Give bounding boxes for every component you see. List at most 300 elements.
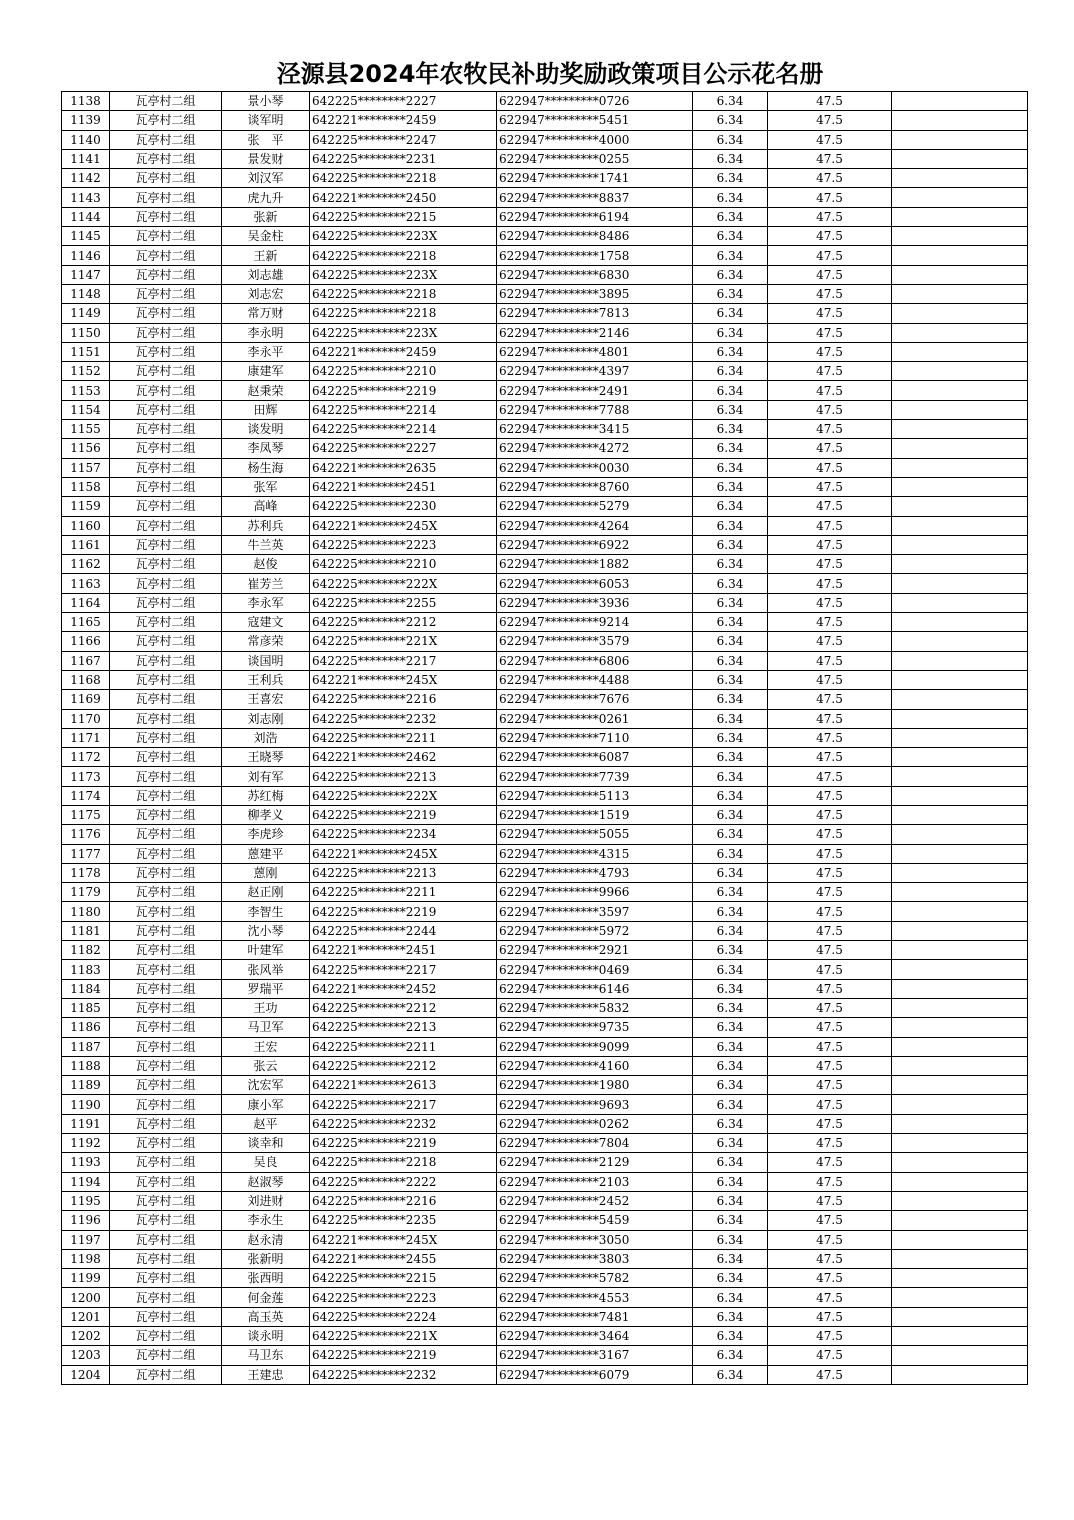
id-number-cell: 642225********221X — [310, 632, 497, 651]
table-row — [62, 1307, 1028, 1326]
person-name-cell: 赵秉荣 — [222, 381, 310, 400]
amount-cell: 47.5 — [768, 497, 892, 516]
area-cell: 6.34 — [693, 304, 768, 323]
area-cell: 6.34 — [693, 207, 768, 226]
serial-number-cell: 1158 — [62, 477, 110, 496]
serial-number-cell: 1175 — [62, 805, 110, 824]
village-group-cell: 瓦亭村二组 — [110, 342, 222, 361]
remark-cell — [892, 1288, 1028, 1307]
area-cell: 6.34 — [693, 979, 768, 998]
village-group-cell: 瓦亭村二组 — [110, 979, 222, 998]
amount-cell: 47.5 — [768, 92, 892, 111]
village-group-cell: 瓦亭村二组 — [110, 593, 222, 612]
remark-cell — [892, 149, 1028, 168]
amount-cell: 47.5 — [768, 1076, 892, 1095]
table-row — [62, 1288, 1028, 1307]
bank-account-cell: 622947*********1519 — [497, 805, 693, 824]
id-number-cell: 642225********2247 — [310, 130, 497, 149]
table-row — [62, 767, 1028, 786]
table-row — [62, 207, 1028, 226]
village-group-cell: 瓦亭村二组 — [110, 1365, 222, 1384]
bank-account-cell: 622947*********3579 — [497, 632, 693, 651]
bank-account-cell: 622947*********0262 — [497, 1114, 693, 1133]
bank-account-cell: 622947*********0030 — [497, 458, 693, 477]
id-number-cell: 642225********222X — [310, 786, 497, 805]
person-name-cell: 王喜宏 — [222, 690, 310, 709]
area-cell: 6.34 — [693, 1230, 768, 1249]
serial-number-cell: 1199 — [62, 1269, 110, 1288]
remark-cell — [892, 805, 1028, 824]
id-number-cell: 642225********2213 — [310, 767, 497, 786]
serial-number-cell: 1169 — [62, 690, 110, 709]
bank-account-cell: 622947*********7804 — [497, 1134, 693, 1153]
id-number-cell: 642225********2212 — [310, 1056, 497, 1075]
serial-number-cell: 1189 — [62, 1076, 110, 1095]
amount-cell: 47.5 — [768, 1191, 892, 1210]
area-cell: 6.34 — [693, 149, 768, 168]
village-group-cell: 瓦亭村二组 — [110, 1134, 222, 1153]
table-row — [62, 227, 1028, 246]
village-group-cell: 瓦亭村二组 — [110, 1153, 222, 1172]
amount-cell: 47.5 — [768, 709, 892, 728]
id-number-cell: 642221********2451 — [310, 477, 497, 496]
amount-cell: 47.5 — [768, 844, 892, 863]
table-row — [62, 497, 1028, 516]
area-cell: 6.34 — [693, 767, 768, 786]
table-row — [62, 516, 1028, 535]
person-name-cell: 谈国明 — [222, 651, 310, 670]
serial-number-cell: 1178 — [62, 863, 110, 882]
table-row — [62, 863, 1028, 882]
person-name-cell: 李永平 — [222, 342, 310, 361]
serial-number-cell: 1183 — [62, 960, 110, 979]
serial-number-cell: 1166 — [62, 632, 110, 651]
remark-cell — [892, 130, 1028, 149]
village-group-cell: 瓦亭村二组 — [110, 902, 222, 921]
id-number-cell: 642221********245X — [310, 1230, 497, 1249]
amount-cell: 47.5 — [768, 362, 892, 381]
amount-cell: 47.5 — [768, 998, 892, 1017]
serial-number-cell: 1195 — [62, 1191, 110, 1210]
bank-account-cell: 622947*********9214 — [497, 613, 693, 632]
area-cell: 6.34 — [693, 1191, 768, 1210]
table-row — [62, 1095, 1028, 1114]
person-name-cell: 刘进财 — [222, 1191, 310, 1210]
table-row — [62, 728, 1028, 747]
area-cell: 6.34 — [693, 1076, 768, 1095]
roster-table — [61, 91, 1028, 1385]
id-number-cell: 642221********245X — [310, 516, 497, 535]
person-name-cell: 谈永明 — [222, 1327, 310, 1346]
person-name-cell: 虎九升 — [222, 188, 310, 207]
village-group-cell: 瓦亭村二组 — [110, 786, 222, 805]
bank-account-cell: 622947*********6806 — [497, 651, 693, 670]
table-row — [62, 1114, 1028, 1133]
area-cell: 6.34 — [693, 246, 768, 265]
bank-account-cell: 622947*********3415 — [497, 420, 693, 439]
person-name-cell: 沈小琴 — [222, 921, 310, 940]
village-group-cell: 瓦亭村二组 — [110, 111, 222, 130]
table-row — [62, 420, 1028, 439]
amount-cell: 47.5 — [768, 1346, 892, 1365]
person-name-cell: 李凤琴 — [222, 439, 310, 458]
amount-cell: 47.5 — [768, 1056, 892, 1075]
village-group-cell: 瓦亭村二组 — [110, 825, 222, 844]
serial-number-cell: 1193 — [62, 1153, 110, 1172]
remark-cell — [892, 998, 1028, 1017]
village-group-cell: 瓦亭村二组 — [110, 844, 222, 863]
remark-cell — [892, 1018, 1028, 1037]
serial-number-cell: 1196 — [62, 1211, 110, 1230]
amount-cell: 47.5 — [768, 265, 892, 284]
area-cell: 6.34 — [693, 516, 768, 535]
person-name-cell: 王新 — [222, 246, 310, 265]
village-group-cell: 瓦亭村二组 — [110, 1288, 222, 1307]
amount-cell: 47.5 — [768, 342, 892, 361]
table-row — [62, 284, 1028, 303]
serial-number-cell: 1138 — [62, 92, 110, 111]
amount-cell: 47.5 — [768, 1095, 892, 1114]
id-number-cell: 642225********2217 — [310, 1095, 497, 1114]
village-group-cell: 瓦亭村二组 — [110, 805, 222, 824]
id-number-cell: 642225********223X — [310, 227, 497, 246]
serial-number-cell: 1156 — [62, 439, 110, 458]
area-cell: 6.34 — [693, 1346, 768, 1365]
area-cell: 6.34 — [693, 265, 768, 284]
village-group-cell: 瓦亭村二组 — [110, 728, 222, 747]
serial-number-cell: 1188 — [62, 1056, 110, 1075]
village-group-cell: 瓦亭村二组 — [110, 670, 222, 689]
id-number-cell: 642225********2218 — [310, 284, 497, 303]
serial-number-cell: 1185 — [62, 998, 110, 1017]
remark-cell — [892, 1056, 1028, 1075]
serial-number-cell: 1167 — [62, 651, 110, 670]
remark-cell — [892, 651, 1028, 670]
table-row — [62, 902, 1028, 921]
area-cell: 6.34 — [693, 632, 768, 651]
id-number-cell: 642221********2450 — [310, 188, 497, 207]
person-name-cell: 吴良 — [222, 1153, 310, 1172]
village-group-cell: 瓦亭村二组 — [110, 130, 222, 149]
bank-account-cell: 622947*********1882 — [497, 555, 693, 574]
area-cell: 6.34 — [693, 883, 768, 902]
remark-cell — [892, 748, 1028, 767]
remark-cell — [892, 1249, 1028, 1268]
area-cell: 6.34 — [693, 748, 768, 767]
remark-cell — [892, 632, 1028, 651]
id-number-cell: 642225********2216 — [310, 690, 497, 709]
remark-cell — [892, 477, 1028, 496]
person-name-cell: 高玉英 — [222, 1307, 310, 1326]
village-group-cell: 瓦亭村二组 — [110, 1230, 222, 1249]
remark-cell — [892, 381, 1028, 400]
table-row — [62, 1037, 1028, 1056]
person-name-cell: 王建忠 — [222, 1365, 310, 1384]
village-group-cell: 瓦亭村二组 — [110, 207, 222, 226]
remark-cell — [892, 728, 1028, 747]
table-row — [62, 246, 1028, 265]
bank-account-cell: 622947*********4553 — [497, 1288, 693, 1307]
remark-cell — [892, 1365, 1028, 1384]
table-row — [62, 111, 1028, 130]
bank-account-cell: 622947*********4315 — [497, 844, 693, 863]
person-name-cell: 刘汉军 — [222, 169, 310, 188]
serial-number-cell: 1177 — [62, 844, 110, 863]
area-cell: 6.34 — [693, 1134, 768, 1153]
bank-account-cell: 622947*********8760 — [497, 477, 693, 496]
table-row — [62, 1346, 1028, 1365]
remark-cell — [892, 111, 1028, 130]
person-name-cell: 谈幸和 — [222, 1134, 310, 1153]
id-number-cell: 642221********2635 — [310, 458, 497, 477]
bank-account-cell: 622947*********5279 — [497, 497, 693, 516]
table-row — [62, 555, 1028, 574]
village-group-cell: 瓦亭村二组 — [110, 1191, 222, 1210]
amount-cell: 47.5 — [768, 613, 892, 632]
serial-number-cell: 1165 — [62, 613, 110, 632]
area-cell: 6.34 — [693, 362, 768, 381]
id-number-cell: 642225********2215 — [310, 1269, 497, 1288]
village-group-cell: 瓦亭村二组 — [110, 516, 222, 535]
serial-number-cell: 1146 — [62, 246, 110, 265]
bank-account-cell: 622947*********0261 — [497, 709, 693, 728]
person-name-cell: 刘志宏 — [222, 284, 310, 303]
area-cell: 6.34 — [693, 574, 768, 593]
village-group-cell: 瓦亭村二组 — [110, 381, 222, 400]
table-row — [62, 690, 1028, 709]
remark-cell — [892, 400, 1028, 419]
amount-cell: 47.5 — [768, 786, 892, 805]
area-cell: 6.34 — [693, 1307, 768, 1326]
id-number-cell: 642225********2217 — [310, 651, 497, 670]
table-row — [62, 92, 1028, 111]
village-group-cell: 瓦亭村二组 — [110, 284, 222, 303]
area-cell: 6.34 — [693, 535, 768, 554]
amount-cell: 47.5 — [768, 111, 892, 130]
remark-cell — [892, 574, 1028, 593]
table-row — [62, 1249, 1028, 1268]
person-name-cell: 张西明 — [222, 1269, 310, 1288]
serial-number-cell: 1150 — [62, 323, 110, 342]
area-cell: 6.34 — [693, 342, 768, 361]
person-name-cell: 谈发明 — [222, 420, 310, 439]
bank-account-cell: 622947*********7481 — [497, 1307, 693, 1326]
bank-account-cell: 622947*********4000 — [497, 130, 693, 149]
table-row — [62, 921, 1028, 940]
area-cell: 6.34 — [693, 786, 768, 805]
area-cell: 6.34 — [693, 998, 768, 1017]
amount-cell: 47.5 — [768, 400, 892, 419]
person-name-cell: 柳孝义 — [222, 805, 310, 824]
bank-account-cell: 622947*********8486 — [497, 227, 693, 246]
id-number-cell: 642221********2455 — [310, 1249, 497, 1268]
remark-cell — [892, 902, 1028, 921]
serial-number-cell: 1202 — [62, 1327, 110, 1346]
serial-number-cell: 1153 — [62, 381, 110, 400]
area-cell: 6.34 — [693, 458, 768, 477]
serial-number-cell: 1180 — [62, 902, 110, 921]
id-number-cell: 642225********2234 — [310, 825, 497, 844]
area-cell: 6.34 — [693, 1018, 768, 1037]
table-row — [62, 458, 1028, 477]
person-name-cell: 吴金柱 — [222, 227, 310, 246]
village-group-cell: 瓦亭村二组 — [110, 92, 222, 111]
person-name-cell: 王利兵 — [222, 670, 310, 689]
person-name-cell: 刘志刚 — [222, 709, 310, 728]
area-cell: 6.34 — [693, 284, 768, 303]
remark-cell — [892, 1346, 1028, 1365]
remark-cell — [892, 420, 1028, 439]
amount-cell: 47.5 — [768, 555, 892, 574]
person-name-cell: 王宏 — [222, 1037, 310, 1056]
serial-number-cell: 1204 — [62, 1365, 110, 1384]
bank-account-cell: 622947*********5055 — [497, 825, 693, 844]
serial-number-cell: 1161 — [62, 535, 110, 554]
amount-cell: 47.5 — [768, 1153, 892, 1172]
person-name-cell: 蒽刚 — [222, 863, 310, 882]
person-name-cell: 张 平 — [222, 130, 310, 149]
bank-account-cell: 622947*********4488 — [497, 670, 693, 689]
table-row — [62, 323, 1028, 342]
remark-cell — [892, 960, 1028, 979]
area-cell: 6.34 — [693, 477, 768, 496]
amount-cell: 47.5 — [768, 902, 892, 921]
remark-cell — [892, 304, 1028, 323]
person-name-cell: 康建军 — [222, 362, 310, 381]
amount-cell: 47.5 — [768, 1327, 892, 1346]
village-group-cell: 瓦亭村二组 — [110, 362, 222, 381]
village-group-cell: 瓦亭村二组 — [110, 1114, 222, 1133]
serial-number-cell: 1142 — [62, 169, 110, 188]
id-number-cell: 642225********2217 — [310, 960, 497, 979]
amount-cell: 47.5 — [768, 516, 892, 535]
serial-number-cell: 1159 — [62, 497, 110, 516]
village-group-cell: 瓦亭村二组 — [110, 613, 222, 632]
serial-number-cell: 1179 — [62, 883, 110, 902]
person-name-cell: 马卫东 — [222, 1346, 310, 1365]
bank-account-cell: 622947*********3597 — [497, 902, 693, 921]
person-name-cell: 赵平 — [222, 1114, 310, 1133]
bank-account-cell: 622947*********5451 — [497, 111, 693, 130]
area-cell: 6.34 — [693, 613, 768, 632]
id-number-cell: 642225********2214 — [310, 420, 497, 439]
person-name-cell: 张风举 — [222, 960, 310, 979]
bank-account-cell: 622947*********7813 — [497, 304, 693, 323]
bank-account-cell: 622947*********4397 — [497, 362, 693, 381]
id-number-cell: 642221********2462 — [310, 748, 497, 767]
id-number-cell: 642225********2219 — [310, 902, 497, 921]
table-row — [62, 188, 1028, 207]
amount-cell: 47.5 — [768, 1018, 892, 1037]
id-number-cell: 642225********2214 — [310, 400, 497, 419]
bank-account-cell: 622947*********4801 — [497, 342, 693, 361]
amount-cell: 47.5 — [768, 130, 892, 149]
village-group-cell: 瓦亭村二组 — [110, 1269, 222, 1288]
bank-account-cell: 622947*********5782 — [497, 1269, 693, 1288]
table-row — [62, 979, 1028, 998]
person-name-cell: 李永军 — [222, 593, 310, 612]
bank-account-cell: 622947*********2129 — [497, 1153, 693, 1172]
table-row — [62, 613, 1028, 632]
bank-account-cell: 622947*********3895 — [497, 284, 693, 303]
remark-cell — [892, 188, 1028, 207]
bank-account-cell: 622947*********0726 — [497, 92, 693, 111]
table-row — [62, 941, 1028, 960]
village-group-cell: 瓦亭村二组 — [110, 883, 222, 902]
id-number-cell: 642225********2223 — [310, 1288, 497, 1307]
table-row — [62, 1191, 1028, 1210]
bank-account-cell: 622947*********6087 — [497, 748, 693, 767]
area-cell: 6.34 — [693, 709, 768, 728]
serial-number-cell: 1149 — [62, 304, 110, 323]
person-name-cell: 李智生 — [222, 902, 310, 921]
area-cell: 6.34 — [693, 1172, 768, 1191]
area-cell: 6.34 — [693, 863, 768, 882]
table-row — [62, 439, 1028, 458]
amount-cell: 47.5 — [768, 246, 892, 265]
id-number-cell: 642221********2452 — [310, 979, 497, 998]
table-row — [62, 805, 1028, 824]
id-number-cell: 642221********245X — [310, 844, 497, 863]
village-group-cell: 瓦亭村二组 — [110, 458, 222, 477]
person-name-cell: 苏红梅 — [222, 786, 310, 805]
area-cell: 6.34 — [693, 420, 768, 439]
table-row — [62, 844, 1028, 863]
id-number-cell: 642225********2212 — [310, 613, 497, 632]
bank-account-cell: 622947*********6194 — [497, 207, 693, 226]
village-group-cell: 瓦亭村二组 — [110, 1172, 222, 1191]
table-row — [62, 670, 1028, 689]
amount-cell: 47.5 — [768, 1288, 892, 1307]
village-group-cell: 瓦亭村二组 — [110, 651, 222, 670]
bank-account-cell: 622947*********3803 — [497, 1249, 693, 1268]
serial-number-cell: 1154 — [62, 400, 110, 419]
serial-number-cell: 1148 — [62, 284, 110, 303]
bank-account-cell: 622947*********2103 — [497, 1172, 693, 1191]
table-row — [62, 1134, 1028, 1153]
roster-body — [62, 92, 1028, 1385]
table-row — [62, 883, 1028, 902]
table-row — [62, 381, 1028, 400]
serial-number-cell: 1162 — [62, 555, 110, 574]
village-group-cell: 瓦亭村二组 — [110, 439, 222, 458]
remark-cell — [892, 227, 1028, 246]
area-cell: 6.34 — [693, 651, 768, 670]
bank-account-cell: 622947*********6079 — [497, 1365, 693, 1384]
remark-cell — [892, 1172, 1028, 1191]
remark-cell — [892, 92, 1028, 111]
remark-cell — [892, 767, 1028, 786]
village-group-cell: 瓦亭村二组 — [110, 400, 222, 419]
id-number-cell: 642225********2223 — [310, 535, 497, 554]
village-group-cell: 瓦亭村二组 — [110, 477, 222, 496]
bank-account-cell: 622947*********6830 — [497, 265, 693, 284]
amount-cell: 47.5 — [768, 593, 892, 612]
village-group-cell: 瓦亭村二组 — [110, 690, 222, 709]
amount-cell: 47.5 — [768, 574, 892, 593]
serial-number-cell: 1184 — [62, 979, 110, 998]
person-name-cell: 刘有军 — [222, 767, 310, 786]
area-cell: 6.34 — [693, 1327, 768, 1346]
serial-number-cell: 1157 — [62, 458, 110, 477]
person-name-cell: 沈宏军 — [222, 1076, 310, 1095]
remark-cell — [892, 825, 1028, 844]
amount-cell: 47.5 — [768, 420, 892, 439]
table-row — [62, 169, 1028, 188]
remark-cell — [892, 535, 1028, 554]
id-number-cell: 642225********2230 — [310, 497, 497, 516]
serial-number-cell: 1200 — [62, 1288, 110, 1307]
